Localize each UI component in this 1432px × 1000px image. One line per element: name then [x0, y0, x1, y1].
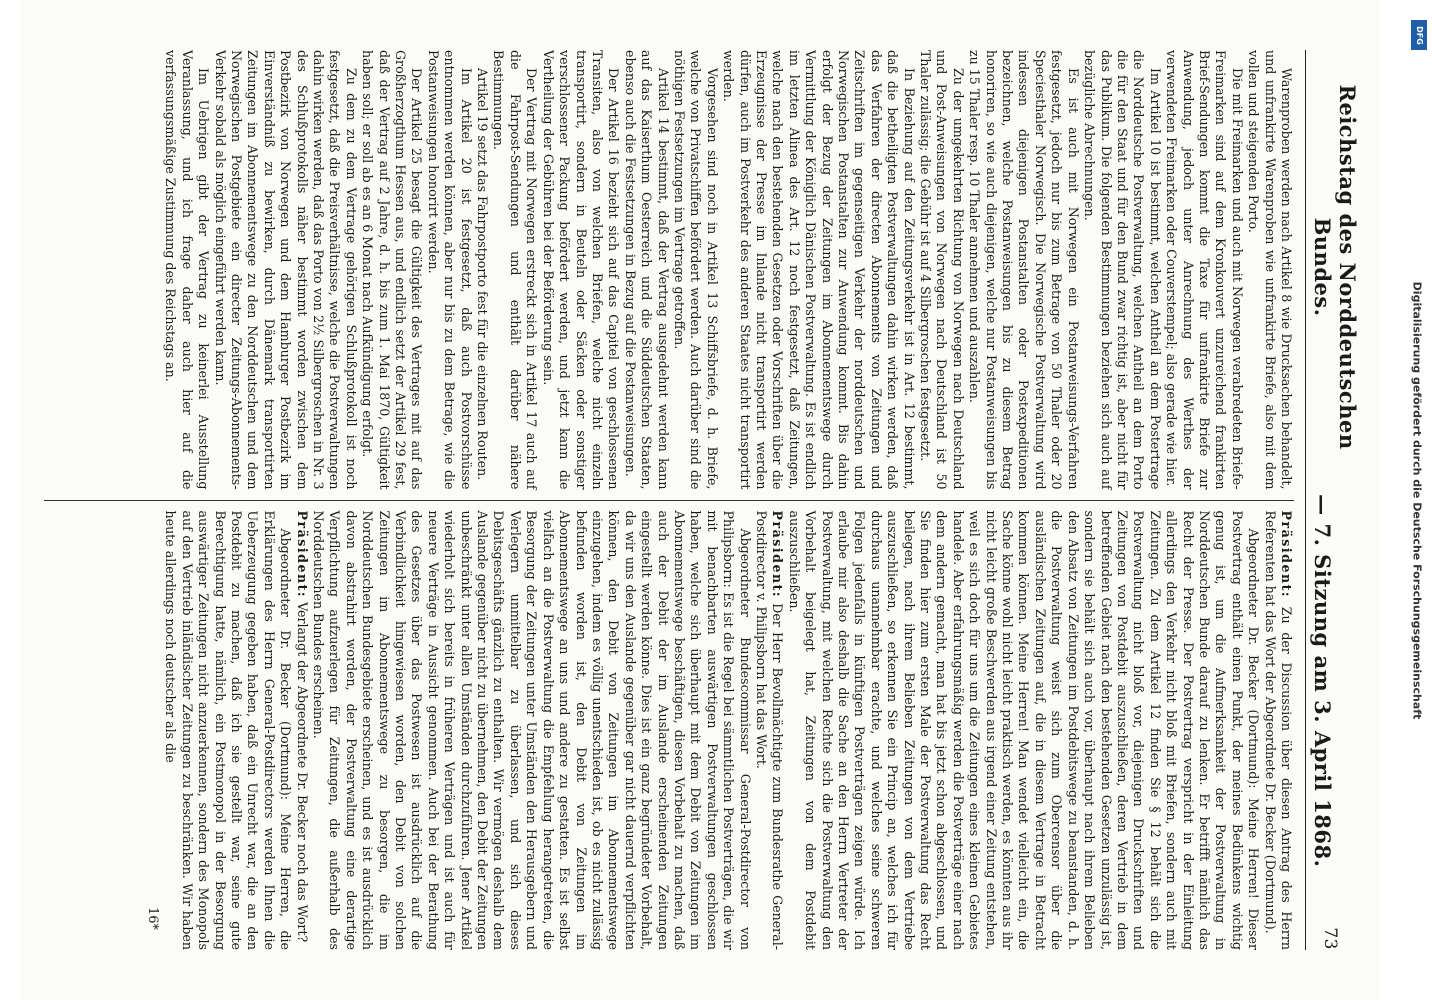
left-column [44, 50, 1294, 500]
running-head-left: Reichstag des Norddeutschen Bundes. [1310, 84, 1360, 450]
left-paragraph: Im Artikel 10 ist bestimmt, welchen Antheil an dem Postertrage die Norddeutsche Postverwaltung, welchen Antheil an dem Porto die für den Staat und für den Bund zwar richtig ist, aber nicht für das Publikum. Die folgenden Bestimmungen beziehen sich auch auf bezügliche Abrechnungen. [1082, 50, 1163, 490]
paragraph-text: Abgeordneter Bundescommissar General-Postdirector von Philipsborn: Es ist die Regel bei sämmtlichen Postverträgen, die wir mit benachbarten auswärtigen Postverwaltungen geschlossen haben, welche sich überhaupt mit dem Debit von Zeitungen im Abonnementswege beschäftigen, diesen Vorbehalt zu machen, daß auch der Debit der im Auslande erscheinenden Zeitungen eingestellt werden könne. Dies ist ein ganz begründeter Vorbehalt, da wir uns den Auslande gegenüber gar nicht dauernd verpflichten können, den Debit von Zeitungen im Abonnementswege einzugehen, indem es völlig unentschieden ist, ob es nicht zulässig befunden worden ist, den Debit von Zeitungen im Abonnementswege an uns und andere zu gestatten. Es ist selbst vielfach an die Postverwaltung die Empfehlung herangetreten, die Besorgung der Zeitungen unter Umständen den Herausgebern und Verlegern unmittelbar zu überlassen, und sich dieses Debitsgeschäfts gänzlich zu enthalten. Wir vermögen deshalb dem Auslande gegenüber nicht zu übernehmen, den Debit der Zeitungen unbeschränkt unter allen Umständen durchzuführen. Jener Artikel wiederholt sich bereits in früheren Verträgen und ist auch für neuere Verträge in Aussicht genommen. Auch bei der Berathung des Gesetzes über das Postwesen ist ausdrücklich auf die Verbindlichkeit hingewiesen worden, den Debit von solchen Zeitungen im Abonnementswege zu besorgen, die im Norddeutschen Bundesgebiete erscheinen, und es ist ausdrücklich davon abstrahirt worden, der Postverwaltung eine derartige Verpflichtung aufzuerlegen für Zeitungen, die außerhalb des Norddeutschen Bundes erscheinen. [311, 510, 753, 950]
paragraph-text: Abgeordneter Dr. Becker (Dortmund): Meine Herren! Dieser Postvertrag enthält einen Punkt, der meines Bedünkens wichtig genug ist, um die Aufmerksamkeit der Postverwaltung in Norddeutschen Bunde darauf zu lenken. Er betrifft nämlich das Recht der Presse. Der Postvertrag verspricht in der Einleitung allerdings den Verkehr nicht bloß mit Briefen, sondern auch mit Zeitungen. Zu dem Artikel 12 finden Sie § 12 behält sich die Postverwaltung nicht bloß vor, diejenigen Druckschriften und Zeitungen von Postdebit auszuschließen, deren Vertrieb in dem betreffenden Gebiet nach den bestehenden Gesetzen unzulässig ist, sondern sie behält sich auch vor, überhaupt nach ihrem Belieben den Absatz von Zeitungen im Postdebitswege zu beanstanden, d. h. die Postverwaltung weist sich zum Obercensor über die ausländischen Zeitungen auf, die in diesem Vertrage in Betracht kommen können. Meine Herren! Man wendet vielleicht ein, die Sache könne wohl nicht leicht praktisch werden, es könnten aus ihr nicht leicht große Beschwerden aus irgend einer Zeitung entstehen, weil es sich doch für uns um die Zeitungen eines kleinen Gebietes handele. Aber erfahrungsmäßig werden die Postverträge einer nach dem andern gemacht, man hat bis jetzt schon abgeschlossen, und Sie finden hier zum ersten Male der Postverwaltung das Recht beilegen, nach ihrem Belieben Zeitungen von dem Vertriebe auszuschließen, so erkennen Sie ein Princip an, welches ich für durchaus unannehmbar erachte, und welches seine schweren Folgen jedenfalls in künftigen Postverträgen zeigen würde. Ich erlaube mir also deshalb die Sache an den Herrn Vertreter der Postverwaltung, mit welchen Rechte sich die Postverwaltung den Vorbehalt beigelegt hat, Zeitungen von dem Postdebit auszuschließen. [786, 510, 1262, 950]
speaker-label: Präsident: [294, 510, 310, 599]
text-columns [44, 50, 1294, 950]
left-paragraph: Im Artikel 20 ist festgesetzt, daß auch Postvorschüsse entnommen werden können, aber nur bis zu dem Betrage, wie die Postanweisungen honorirt werden. [425, 50, 474, 490]
right-paragraph [753, 511, 786, 951]
right-column-blocks [162, 511, 1294, 951]
dfg-logo: DFG [1411, 20, 1427, 50]
speaker-label: Präsident: [770, 510, 786, 599]
left-paragraph: Der Vertrag mit Norwegen erstreckt sich in Artikel 17 auch auf die Fahrpost-Sendungen und enthält darüber nähere Bestimmungen. [491, 50, 540, 490]
right-paragraph [1261, 511, 1294, 951]
speaker-label: Präsident: [1279, 510, 1294, 599]
left-paragraph: Der Artikel 16 bezieht sich auf das Capitel von geschlossenen Transiten, also von welchen Briefen, welche nicht einzeln transportirt, sondern in Beuteln oder Säcken oder sonstiger verschlossener Packung befördert werden, und jetzt kann die Vertheilung der Gebühren bei der Beförderung sein. [540, 50, 622, 490]
right-paragraph [310, 511, 753, 951]
left-paragraph: Zu der umgekehrten Richtung von Norwegen nach Deutschland und Post-Anweisungen von Norwegen nach Deutschland ist 50 Thaler zulässig; die Gebühr ist auf 4 Silbergroschen festgesetzt. [918, 50, 966, 490]
page-body [40, 50, 1360, 950]
newspaper-page [20, 0, 1380, 1000]
running-head [1305, 50, 1360, 950]
left-paragraph: Vorgesehen sind noch in Artikel 13 Schiffsbriefe, d. h. Briefe, welche von Privatschiffen befördert werden. Auch darüber sind die nöthigen Festsetzungen im Vertrage getroffen. [671, 50, 720, 490]
footer-mark: 16* [144, 906, 160, 930]
left-paragraph: Die mit Freimarken und auch mit Norwegen verabredeten Briefe-Freimarken sind auf dem Kronkouvert unzureichend frankirten Brief-Sendungen kommt die Taxe für unfrankirte Briefe zur Anwendung, jedoch unter Anrechnung des Werthes der verwendeten Freimarken oder Couverstempel; also gerade wie hier. [1164, 50, 1245, 490]
paragraph-text: Abgeordneter Dr. Becker (Dortmund): Meine Herren, die Erklärungen des Herrn General-Postdirectors werden Ihnen die Ueberzeugung gegeben haben, daß ein Unrecht war, die an den Postdebit zu machen, daß ich sie gestellt war, seine gute Berechtigung hatte, nämlich, ein Postmonopol in der Besorgung auswärtiger Zeitungen nicht anzuerkennen, sondern des Monopols auf den Vertrieb inländischer Zeitungen zu beschränken. Wir haben heute allerdings noch deutscher als die [163, 510, 294, 950]
left-paragraph: Der Artikel 25 besagt die Gültigkeit des Vertrages mit auf das Großherzogthum Hessen aus, und endlich setzt der Artikel 29 fest, daß der Vertrag auf 2 Jahre, d. h. bis zum 1. Mai 1870, Gültigkeit haben soll; er soll ab es an 6 Monat nach Aufkündigung erfolgt. [360, 50, 425, 490]
left-paragraph: Artikel 14 bestimmt, daß der Vertrag ausgedehnt werden kann auf das Kaiserthum Oesterreich und die Süddeutschen Staaten, ebenso auch die Festsetzungen in Bezug auf die Postanweisungen. [622, 50, 671, 490]
left-paragraph: In Beziehung auf den Zeitungsverkehr ist in Art. 12 bestimmt, daß die betheiligten Postverwaltungen dahin wirken werden, daß das Verfahren der directen Abonnements von Zeitungen und Zeitschriften im gegenseitigen Verkehr der norddeutschen und Norwegischen Postanstalten zur Anwendung kommt. Bis dahin erfolgt der Bezug der Zeitungen im Abonnementswege durch Vermittlung der Königlich Dänischen Postverwaltung. Es ist endlich im letzten Alinea des Art. 12 noch festgesetzt, daß Zeitungen, welche nach den bestehenden Gesetzen oder Vorschriften über die Erzeugnisse der Presse im Inlande nicht transportirt werden dürfen, auch im Postverkehr des anderen Staates nicht transportirt werden. [721, 50, 917, 490]
right-column [44, 501, 1294, 951]
paragraph-text: Verlangt der Abgeordnete Dr. Becker noch das Wort? [294, 602, 310, 943]
paragraph-text: Der Herr Bevollmächtigte zum Bundesrathe General-Postdirector v. Philipsborn hat das Wort. [754, 510, 786, 950]
left-paragraph: Artikel 19 setzt das Fahrpostporto fest für die einzelnen Routen. [475, 68, 491, 481]
left-paragraph: Es ist auch mit Norwegen ein Postanweisungs-Verfahren festgesetzt, jedoch nur bis zum Betrage von 50 Thaler oder 20 Speciesthaler Norwegisch. Die Norwegische Postverwaltung wird indessen diejenigen Postanstalten oder Postexpeditionen bezeichnen, welche Postanweisungen bis zu diesem Betrag honoriren, so wie auch diejenigen, welche nur Postanweisungen bis zu 15 Thaler resp. 10 Thaler annehmen und auszahlen. [967, 50, 1081, 490]
left-paragraph: Zu dem zu dem Vertrage gehörigen Schlußprotokoll ist noch festgesetzt, daß die Preisverhältnisse, welche die Postverwaltungen dahin wirken werden, daß das Porto von 2½ Silbergroschen in Nr. 3 des Schlußprotokolls näher bestimmt worden zwischen dem Postbezirk von Norwegen und dem Hamburger Postbezirk im Einverständniß zu bewirken, durch Dänemark transportirten Zeitungen im Abonnementswege zu den Norddeutschen und dem Norwegischen Postgebiete ein directer Zeitungs-Abonnements-Verkehr sobald als möglich eingeführt werden kann. [212, 50, 359, 490]
right-paragraph [162, 511, 293, 951]
right-paragraph [293, 511, 309, 951]
paragraph-text: Zu der Discussion über diesen Antrag des Herrn Referenten hat das Wort der Abgeordnete Dr. Becker (Dortmund). [1262, 510, 1294, 950]
digitization-credit: Digitalisierung gefördert durch die Deutsche Forschungsgemeinschaft [1410, 281, 1424, 719]
left-paragraph: Im Uebrigen gibt der Vertrag zu keinerlei Ausstellung Veranlassung, und ich frage daher auch hier auf die verfassungsmäßige Zustimmung des Reichstags an. [163, 50, 212, 490]
page-number: 73 [1320, 927, 1340, 950]
right-paragraph [785, 511, 1261, 951]
running-head-right: — 7. Sitzung am 3. April 1868. [1310, 494, 1335, 868]
left-paragraph: Warenproben werden nach Artikel 8 wie Drucksachen behandelt, und unfrankirte Warenproben wie unfrankirte Briefe, also mit dem vollen und steigenden Porto. [1246, 50, 1294, 490]
